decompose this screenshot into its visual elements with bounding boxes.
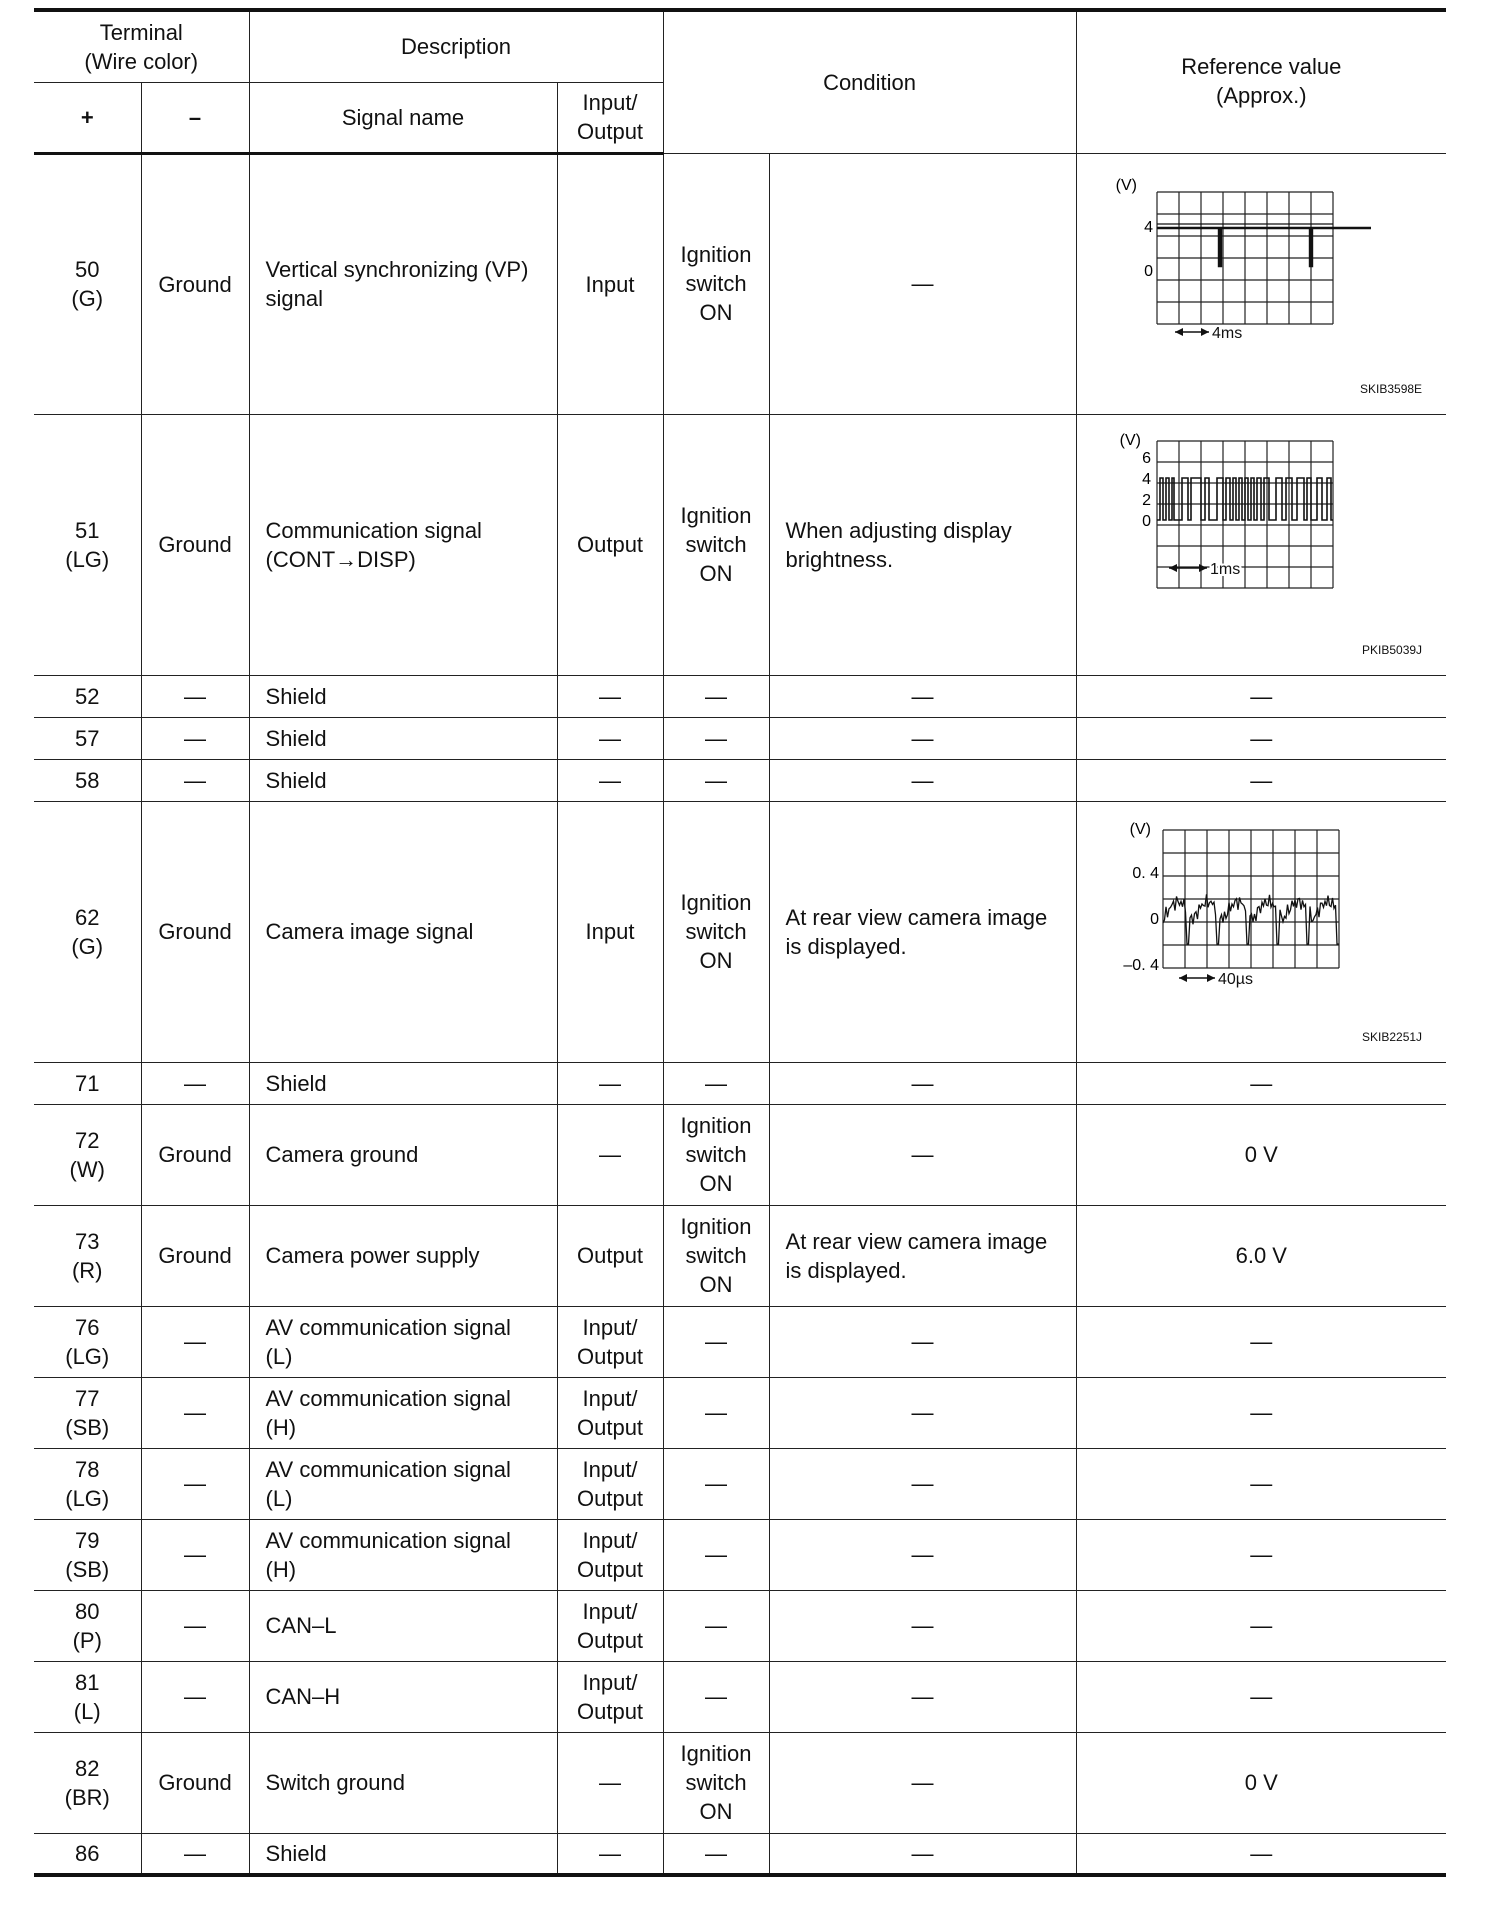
y-tick-label: 6 [1142, 449, 1152, 467]
table-row [34, 801, 1446, 1062]
cell-signal [249, 1205, 557, 1306]
cell-condition-switch [663, 801, 769, 1062]
cell-text: — [599, 1070, 622, 1096]
cell-text: 51 (LG) [65, 517, 110, 572]
cell-text: — [184, 683, 206, 709]
cell-text: 52 [75, 683, 100, 709]
cell-signal [249, 1833, 557, 1875]
cell-io [557, 1833, 663, 1875]
cell-text: 58 [75, 767, 100, 793]
y-tick-label: 0 [1142, 512, 1152, 530]
cell-text: 78 (LG) [65, 1456, 110, 1511]
cell-plus [34, 717, 141, 759]
cell-text: — [911, 1329, 934, 1354]
cell-condition-switch [663, 675, 769, 717]
cell-text: — [705, 1840, 728, 1866]
unit-label: (V) [1129, 820, 1152, 838]
y-tick-label: 0 [1150, 910, 1160, 928]
cell-text: — [911, 1840, 934, 1866]
y-tick-label: –0. 4 [1123, 956, 1160, 974]
cell-condition-switch [663, 1306, 769, 1377]
cell-text: — [184, 1471, 206, 1496]
cell-text: — [1250, 1471, 1273, 1496]
cell-text: — [705, 1542, 728, 1567]
cell-text: Camera power supply [265, 1243, 480, 1268]
cell-text: — [184, 1070, 206, 1096]
cell-minus [141, 1448, 249, 1519]
table-row [34, 1590, 1446, 1661]
header-condition: Condition [663, 10, 1076, 153]
cell-io [557, 1104, 663, 1205]
cell-text: 50 (G) [71, 257, 104, 311]
table-row [34, 153, 1446, 414]
table-row [34, 759, 1446, 801]
cell-condition-detail [769, 1205, 1076, 1306]
cell-reference [1076, 1732, 1446, 1833]
cell-text: AV communication signal (L) [265, 1314, 511, 1369]
cell-text: Ground [158, 919, 232, 944]
cell-text: — [599, 683, 622, 709]
cell-condition-switch [663, 759, 769, 801]
cell-minus [141, 1306, 249, 1377]
cell-text: — [184, 1542, 206, 1567]
cell-text: Input/ Output [577, 1385, 644, 1440]
cell-text: At rear view camera image is displayed. [785, 1228, 1048, 1283]
cell-reference [1076, 717, 1446, 759]
cell-text: Shield [265, 1070, 327, 1096]
cell-text: 6.0 V [1235, 1243, 1287, 1268]
cell-text: 0 V [1244, 1142, 1278, 1167]
cell-text: — [911, 1142, 934, 1167]
cell-text: 81 (L) [73, 1669, 101, 1724]
cell-text: Ground [158, 532, 232, 557]
cell-reference [1076, 1833, 1446, 1875]
table-row [34, 1306, 1446, 1377]
cell-io [557, 1306, 663, 1377]
cell-plus [34, 1306, 141, 1377]
cell-minus [141, 1590, 249, 1661]
figure-code: SKIB3598E [1360, 381, 1423, 396]
cell-text: 62 (G) [71, 904, 104, 959]
cell-text: — [599, 1770, 622, 1795]
cell-condition-detail [769, 1104, 1076, 1205]
table-row [34, 1062, 1446, 1104]
cell-condition-switch [663, 717, 769, 759]
cell-minus [141, 153, 249, 414]
cell-io [557, 153, 663, 414]
time-scale-label: 1ms [1210, 560, 1241, 578]
cell-text: Input/ Output [577, 1527, 644, 1582]
cell-plus [34, 1062, 141, 1104]
y-tick-label: 0. 4 [1132, 864, 1160, 882]
cell-text: 80 (P) [72, 1598, 102, 1653]
header-plus: + [34, 82, 141, 153]
cell-minus [141, 1519, 249, 1590]
cell-minus [141, 1062, 249, 1104]
waveform-svg [1111, 172, 1371, 372]
waveform-svg [1111, 820, 1371, 1020]
cell-plus [34, 1732, 141, 1833]
cell-condition-detail [769, 1306, 1076, 1377]
cell-text: — [599, 1840, 622, 1866]
waveform-figure [1077, 154, 1447, 414]
cell-condition-detail [769, 1448, 1076, 1519]
cell-text: Ground [158, 1770, 232, 1795]
cell-reference [1076, 1448, 1446, 1519]
table-row [34, 1661, 1446, 1732]
cell-reference [1076, 1205, 1446, 1306]
header-terminal: Terminal (Wire color) [34, 10, 249, 82]
cell-text: — [184, 725, 206, 751]
cell-plus [34, 759, 141, 801]
cell-condition-switch [663, 1661, 769, 1732]
arrow-left-icon [1175, 328, 1183, 336]
cell-text: AV communication signal (H) [265, 1385, 511, 1440]
cell-minus [141, 1205, 249, 1306]
arrow-left-icon [1179, 974, 1187, 982]
cell-condition-detail [769, 1519, 1076, 1590]
cell-text: — [705, 1471, 728, 1496]
header-description: Description [249, 10, 663, 82]
cell-text: Ground [158, 271, 232, 297]
cell-io [557, 1377, 663, 1448]
cell-text: — [705, 767, 728, 793]
cell-condition-switch [663, 1377, 769, 1448]
cell-text: CAN–L [265, 1613, 337, 1638]
cell-text: Ground [158, 1243, 232, 1268]
cell-text: Ignition switch ON [680, 242, 752, 325]
cell-text: — [1250, 1542, 1273, 1567]
cell-condition-detail [769, 1590, 1076, 1661]
cell-io [557, 1732, 663, 1833]
waveform-trace [1157, 228, 1371, 266]
cell-signal [249, 1590, 557, 1661]
cell-condition-detail [769, 1732, 1076, 1833]
terminal-table [34, 8, 1446, 1877]
cell-text: Ignition switch ON [680, 1113, 752, 1196]
cell-io [557, 1519, 663, 1590]
cell-text: Ignition switch ON [680, 1741, 752, 1824]
arrow-left-icon [1169, 564, 1177, 572]
cell-text: Camera ground [265, 1142, 419, 1167]
cell-text: — [184, 1613, 206, 1638]
cell-text: Communication signal (CONT→DISP) [265, 517, 482, 572]
cell-text: 71 [75, 1070, 100, 1096]
cell-text: 79 (SB) [65, 1527, 110, 1582]
cell-condition-detail [769, 414, 1076, 675]
cell-plus [34, 153, 141, 414]
table-row [34, 1833, 1446, 1875]
cell-text: — [184, 1684, 206, 1709]
cell-reference [1076, 675, 1446, 717]
cell-io [557, 1590, 663, 1661]
cell-plus [34, 1661, 141, 1732]
cell-text: — [1250, 767, 1273, 793]
cell-signal [249, 717, 557, 759]
waveform-figure [1077, 802, 1447, 1062]
cell-condition-detail [769, 1833, 1076, 1875]
cell-text: Input/ Output [577, 1669, 644, 1724]
cell-plus [34, 801, 141, 1062]
cell-text: When adjusting display brightness. [785, 517, 1012, 572]
figure-code: PKIB5039J [1362, 642, 1423, 657]
header-reference: Reference value (Approx.) [1076, 10, 1446, 153]
y-tick-label: 4 [1142, 470, 1152, 488]
cell-plus [34, 1377, 141, 1448]
cell-text: 57 [75, 725, 100, 751]
cell-text: — [705, 1613, 728, 1638]
cell-minus [141, 759, 249, 801]
cell-text: — [911, 1471, 934, 1496]
cell-text: — [911, 767, 934, 793]
cell-plus [34, 1448, 141, 1519]
cell-plus [34, 1590, 141, 1661]
cell-text: — [1250, 1684, 1273, 1709]
cell-reference [1076, 1306, 1446, 1377]
arrow-right-icon [1207, 974, 1215, 982]
time-scale-label: 40µs [1218, 970, 1254, 988]
cell-signal [249, 153, 557, 414]
cell-io [557, 1448, 663, 1519]
waveform-trace [1157, 478, 1333, 520]
cell-reference-waveform [1076, 801, 1446, 1062]
cell-condition-switch [663, 1732, 769, 1833]
cell-text: Switch ground [265, 1770, 405, 1795]
cell-signal [249, 1377, 557, 1448]
unit-label: (V) [1115, 176, 1138, 194]
cell-condition-switch [663, 1519, 769, 1590]
cell-plus [34, 1519, 141, 1590]
cell-text: — [1250, 1070, 1273, 1096]
cell-text: — [705, 683, 728, 709]
table-row [34, 1448, 1446, 1519]
cell-text: Input/ Output [577, 1598, 644, 1653]
cell-text: CAN–H [265, 1684, 341, 1709]
arrow-right-icon [1201, 328, 1209, 336]
header-signal-name: Signal name [249, 82, 557, 153]
cell-text: — [705, 1070, 728, 1096]
cell-plus [34, 414, 141, 675]
cell-text: — [184, 767, 206, 793]
cell-text: — [911, 1070, 934, 1096]
cell-signal [249, 1306, 557, 1377]
cell-io [557, 675, 663, 717]
cell-signal [249, 1732, 557, 1833]
cell-condition-detail [769, 1377, 1076, 1448]
cell-text: Input/ Output [577, 1314, 644, 1369]
cell-text: — [1250, 1613, 1273, 1638]
cell-text: — [911, 725, 934, 751]
cell-minus [141, 1661, 249, 1732]
table-row [34, 1205, 1446, 1306]
cell-text: — [1250, 1329, 1273, 1354]
cell-text: Vertical synchronizing (VP) signal [265, 257, 529, 311]
cell-reference [1076, 1519, 1446, 1590]
cell-condition-detail [769, 801, 1076, 1062]
cell-condition-switch [663, 1062, 769, 1104]
cell-text: Input [585, 271, 635, 297]
cell-io [557, 1205, 663, 1306]
cell-condition-switch [663, 1448, 769, 1519]
cell-signal [249, 414, 557, 675]
cell-text: 82 (BR) [64, 1755, 110, 1810]
y-tick-label: 0 [1144, 262, 1154, 280]
cell-minus [141, 717, 249, 759]
cell-condition-detail [769, 759, 1076, 801]
table-row [34, 1377, 1446, 1448]
cell-text: Input [585, 919, 635, 944]
cell-text: — [705, 1329, 728, 1354]
cell-reference [1076, 1377, 1446, 1448]
cell-plus [34, 1104, 141, 1205]
table-row [34, 717, 1446, 759]
cell-text: Ignition switch ON [680, 503, 752, 586]
cell-minus [141, 414, 249, 675]
cell-text: — [705, 1684, 728, 1709]
cell-text: — [911, 1613, 934, 1638]
cell-reference [1076, 1590, 1446, 1661]
cell-condition-switch [663, 414, 769, 675]
cell-signal [249, 1661, 557, 1732]
cell-text: 72 (W) [69, 1127, 105, 1182]
cell-condition-detail [769, 675, 1076, 717]
cell-text: Shield [265, 1840, 327, 1866]
cell-signal [249, 675, 557, 717]
cell-io [557, 717, 663, 759]
cell-reference [1076, 759, 1446, 801]
table-row [34, 1519, 1446, 1590]
cell-io [557, 1661, 663, 1732]
cell-reference [1076, 1062, 1446, 1104]
cell-io [557, 1062, 663, 1104]
cell-text: — [599, 725, 622, 751]
waveform-svg [1111, 433, 1371, 633]
cell-text: — [705, 725, 728, 751]
cell-reference [1076, 1661, 1446, 1732]
cell-text: Output [577, 532, 644, 557]
cell-signal [249, 759, 557, 801]
cell-minus [141, 1833, 249, 1875]
y-tick-label: 2 [1142, 491, 1152, 509]
cell-text: 77 (SB) [65, 1385, 110, 1440]
cell-text: 86 [75, 1840, 100, 1866]
cell-text: — [911, 271, 934, 296]
cell-text: 76 (LG) [65, 1314, 110, 1369]
cell-text: Camera image signal [265, 919, 474, 944]
cell-minus [141, 801, 249, 1062]
cell-text: Output [577, 1243, 644, 1268]
cell-signal [249, 1104, 557, 1205]
cell-text: — [911, 683, 934, 709]
cell-text: — [1250, 1400, 1273, 1425]
cell-minus [141, 1104, 249, 1205]
header-io: Input/ Output [557, 82, 663, 153]
table-row [34, 1732, 1446, 1833]
cell-text: AV communication signal (H) [265, 1527, 511, 1582]
cell-condition-detail [769, 1062, 1076, 1104]
table-row [34, 414, 1446, 675]
table-row [34, 1104, 1446, 1205]
cell-text: — [1250, 683, 1273, 709]
cell-text: — [184, 1329, 206, 1354]
cell-reference-waveform [1076, 153, 1446, 414]
cell-text: Shield [265, 683, 327, 709]
cell-text: — [911, 1770, 934, 1795]
cell-minus [141, 1732, 249, 1833]
cell-reference [1076, 1104, 1446, 1205]
cell-minus [141, 1377, 249, 1448]
cell-text: Shield [265, 725, 327, 751]
cell-text: — [599, 767, 622, 793]
waveform-figure [1077, 415, 1447, 675]
cell-condition-switch [663, 1104, 769, 1205]
cell-text: — [184, 1840, 206, 1866]
cell-text: 0 V [1244, 1770, 1278, 1795]
cell-text: — [184, 1400, 206, 1425]
cell-text: — [705, 1400, 728, 1425]
cell-text: — [1250, 1840, 1273, 1866]
cell-text: Ground [158, 1142, 232, 1167]
cell-plus [34, 675, 141, 717]
cell-reference-waveform [1076, 414, 1446, 675]
y-tick-label: 4 [1144, 218, 1154, 236]
table-row [34, 675, 1446, 717]
time-scale-label: 4ms [1212, 324, 1243, 342]
cell-signal [249, 1448, 557, 1519]
cell-condition-switch [663, 1833, 769, 1875]
cell-condition-detail [769, 153, 1076, 414]
cell-plus [34, 1833, 141, 1875]
cell-signal [249, 1519, 557, 1590]
cell-text: AV communication signal (L) [265, 1456, 511, 1511]
figure-code: SKIB2251J [1362, 1029, 1423, 1044]
cell-text: Input/ Output [577, 1456, 644, 1511]
arrow-right-icon [1199, 564, 1207, 572]
unit-label: (V) [1119, 432, 1142, 449]
cell-text: — [911, 1542, 934, 1567]
cell-text: — [911, 1684, 934, 1709]
cell-plus [34, 1205, 141, 1306]
cell-signal [249, 801, 557, 1062]
cell-signal [249, 1062, 557, 1104]
cell-text: Ignition switch ON [680, 1214, 752, 1297]
cell-condition-switch [663, 1590, 769, 1661]
cell-condition-switch [663, 153, 769, 414]
cell-text: — [911, 1400, 934, 1425]
cell-condition-detail [769, 1661, 1076, 1732]
cell-text: — [599, 1142, 622, 1167]
cell-text: Shield [265, 767, 327, 793]
cell-text: 73 (R) [71, 1228, 103, 1283]
cell-io [557, 414, 663, 675]
header-minus: – [141, 82, 249, 153]
cell-text: Ignition switch ON [680, 890, 752, 973]
cell-text: At rear view camera image is displayed. [785, 904, 1048, 959]
cell-condition-detail [769, 717, 1076, 759]
cell-io [557, 801, 663, 1062]
cell-text: — [1250, 725, 1273, 751]
cell-condition-switch [663, 1205, 769, 1306]
cell-minus [141, 675, 249, 717]
cell-io [557, 759, 663, 801]
